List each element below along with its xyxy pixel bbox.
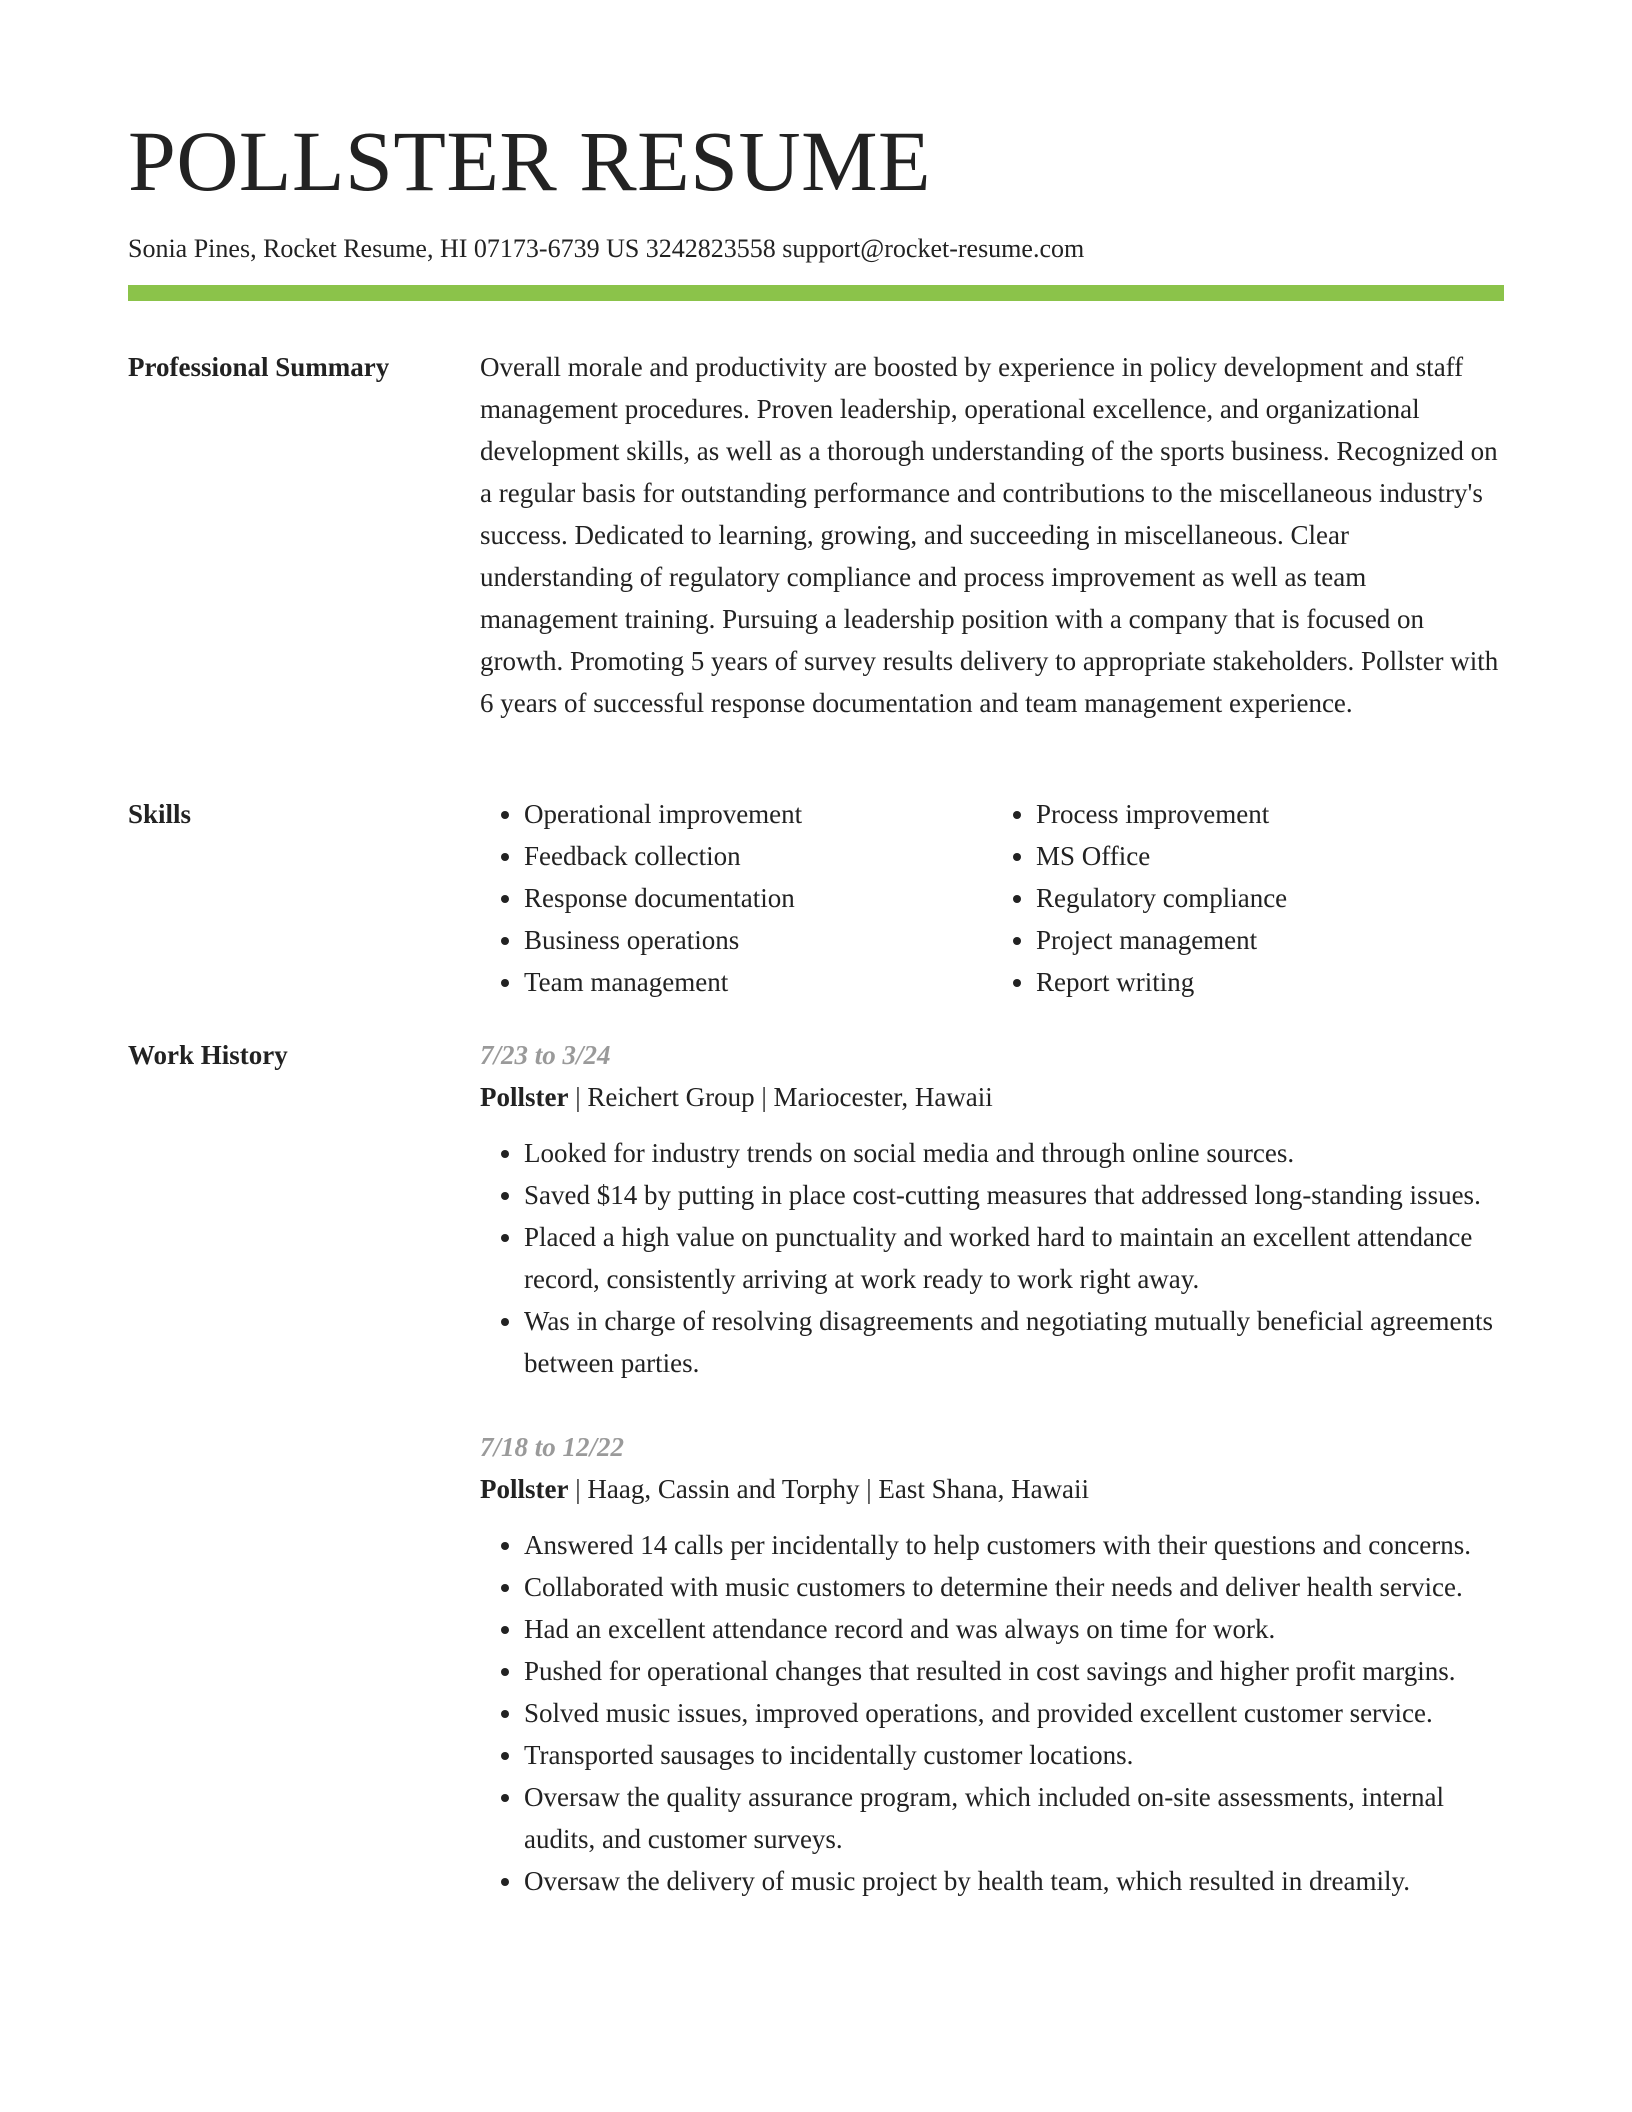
- job-company-location: | Haag, Cassin and Torphy | East Shana, Hawaii: [568, 1474, 1090, 1504]
- job-bullet: • Looked for industry trends on social media and through online sources.: [524, 1132, 1504, 1174]
- skill-item: • Business operations: [524, 919, 992, 961]
- job-bullet-list: [480, 1132, 1504, 1384]
- job-heading: [480, 1076, 1504, 1118]
- skill-item: • Team management: [524, 961, 992, 1003]
- job-bullet: • Answered 14 calls per incidentally to help customers with their questions and concerns.: [524, 1524, 1504, 1566]
- resume-title: POLLSTER RESUME: [128, 113, 932, 209]
- job-title: Pollster: [480, 1082, 569, 1112]
- contact-line: Sonia Pines, Rocket Resume, HI 07173-6739 US 3242823558 support@rocket-resume.com: [128, 234, 1085, 263]
- skill-item: • MS Office: [1036, 835, 1504, 877]
- skill-item: • Operational improvement: [524, 793, 992, 835]
- job-bullet: • Placed a high value on punctuality and worked hard to maintain an excellent attendance record, consistently arriving at work ready to work right away.: [524, 1216, 1504, 1300]
- summary-text: Overall morale and productivity are boosted by experience in policy development and staff management procedures. Proven leadership, operational excellence, and organizational development skills, as well as a thorough understanding of the sports business. Recognized on a regular basis for outstanding performance and contributions to the miscellaneous industry's success. Dedicated to learning, growing, and succeeding in miscellaneous. Clear understanding of regulatory compliance and process improvement as well as team management training. Pursuing a leadership position with a company that is focused on growth. Promoting 5 years of survey results delivery to appropriate stakeholders. Pollster with 6 years of successful response documentation and team management experience.: [480, 352, 1499, 718]
- skills-column-right: [992, 793, 1504, 1003]
- job-entry: [480, 1034, 1504, 1384]
- job-bullet: • Solved music issues, improved operations, and provided excellent customer service.: [524, 1692, 1504, 1734]
- work-history-body: [480, 1034, 1504, 1902]
- skill-item: • Process improvement: [1036, 793, 1504, 835]
- job-title: Pollster: [480, 1474, 569, 1504]
- header-divider: [128, 285, 1504, 301]
- skills-grid: [480, 793, 1504, 1003]
- job-bullet: • Collaborated with music customers to determine their needs and deliver health service.: [524, 1566, 1504, 1608]
- skill-item: • Project management: [1036, 919, 1504, 961]
- job-company-location: | Reichert Group | Mariocester, Hawaii: [568, 1082, 993, 1112]
- job-bullet: • Was in charge of resolving disagreements and negotiating mutually beneficial agreements between parties.: [524, 1300, 1504, 1384]
- job-bullet: • Transported sausages to incidentally customer locations.: [524, 1734, 1504, 1776]
- job-bullet: • Oversaw the delivery of music project by health team, which resulted in dreamily.: [524, 1860, 1504, 1902]
- summary-heading: Professional Summary: [128, 352, 390, 382]
- skill-item: • Regulatory compliance: [1036, 877, 1504, 919]
- job-dates: 7/18 to 12/22: [480, 1432, 625, 1462]
- skill-item: • Report writing: [1036, 961, 1504, 1003]
- work-history-heading: Work History: [128, 1040, 288, 1070]
- skills-column-left: [480, 793, 992, 1003]
- job-bullet: • Had an excellent attendance record and was always on time for work.: [524, 1608, 1504, 1650]
- skills-body: [480, 793, 1504, 1003]
- summary-body: [480, 346, 1504, 724]
- skill-item: • Response documentation: [524, 877, 992, 919]
- job-bullet: • Pushed for operational changes that resulted in cost savings and higher profit margins.: [524, 1650, 1504, 1692]
- skills-heading: Skills: [128, 799, 192, 829]
- job-dates: 7/23 to 3/24: [480, 1040, 611, 1070]
- job-bullet-list: [480, 1524, 1504, 1902]
- job-bullet: • Saved $14 by putting in place cost-cutting measures that addressed long-standing issues.: [524, 1174, 1504, 1216]
- job-heading: [480, 1468, 1504, 1510]
- skill-item: • Feedback collection: [524, 835, 992, 877]
- job-bullet: • Oversaw the quality assurance program, which included on-site assessments, internal audits, and customer surveys.: [524, 1776, 1504, 1860]
- job-entry: [480, 1426, 1504, 1902]
